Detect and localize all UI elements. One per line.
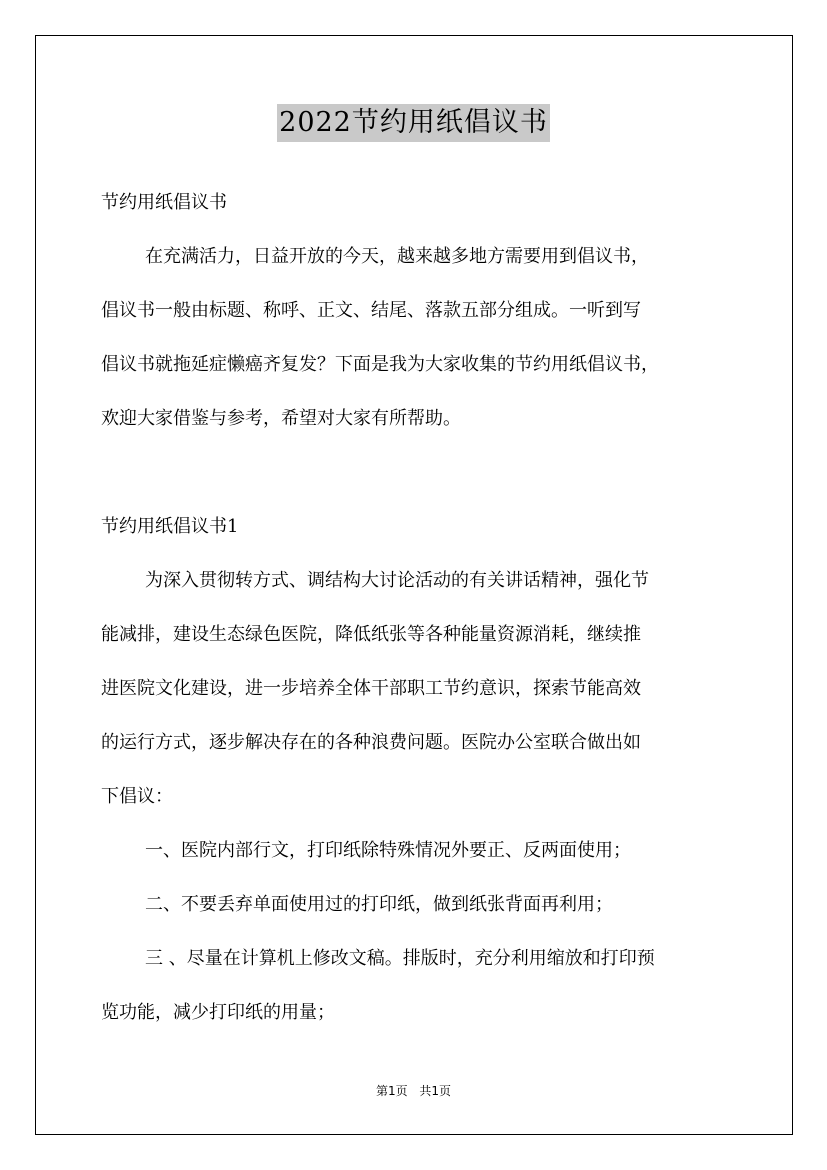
page-footer bbox=[0, 1082, 827, 1099]
title-container bbox=[0, 104, 827, 142]
item-1: 一、医院内部行文，打印纸除特殊情况外要正、反两面使用； bbox=[145, 840, 631, 861]
body-line: 下倡议： bbox=[101, 786, 173, 807]
document-body bbox=[101, 176, 741, 1040]
body-paragraph bbox=[101, 554, 741, 824]
intro-line: 倡议书就拖延症懒癌齐复发？下面是我为大家收集的节约用纸倡议书， bbox=[101, 354, 659, 375]
intro-paragraph bbox=[101, 230, 741, 446]
body-line: 能减排，建设生态绿色医院，降低纸张等各种能量资源消耗，继续推 bbox=[101, 624, 641, 645]
body-line: 为深入贯彻转方式、调结构大讨论活动的有关讲话精神，强化节 bbox=[145, 570, 649, 591]
intro-line: 倡议书一般由标题、称呼、正文、结尾、落款五部分组成。一听到写 bbox=[101, 300, 641, 321]
blank-line bbox=[101, 446, 741, 500]
body-line: 进医院文化建设，进一步培养全体干部职工节约意识，探索节能高效 bbox=[101, 678, 641, 699]
item-3-line: 三 、尽量在计算机上修改文稿。排版时，充分利用缩放和打印预 bbox=[145, 948, 655, 969]
page-number-current: 第1页 bbox=[375, 1084, 408, 1098]
item-2: 二、不要丢弃单面使用过的打印纸，做到纸张背面再利用； bbox=[145, 894, 613, 915]
item-3-line: 览功能，减少打印纸的用量； bbox=[101, 1002, 335, 1023]
item-3 bbox=[101, 932, 741, 1040]
body-line: 的运行方式，逐步解决存在的各种浪费问题。医院办公室联合做出如 bbox=[101, 732, 641, 753]
page-number-total: 共1页 bbox=[419, 1084, 452, 1098]
section-heading: 节约用纸倡议书1 bbox=[101, 516, 239, 537]
intro-line: 欢迎大家借鉴与参考，希望对大家有所帮助。 bbox=[101, 408, 461, 429]
document-title: 2022节约用纸倡议书 bbox=[277, 104, 550, 142]
intro-line: 在充满活力，日益开放的今天，越来越多地方需要用到倡议书， bbox=[145, 246, 649, 267]
subtitle: 节约用纸倡议书 bbox=[101, 192, 227, 213]
